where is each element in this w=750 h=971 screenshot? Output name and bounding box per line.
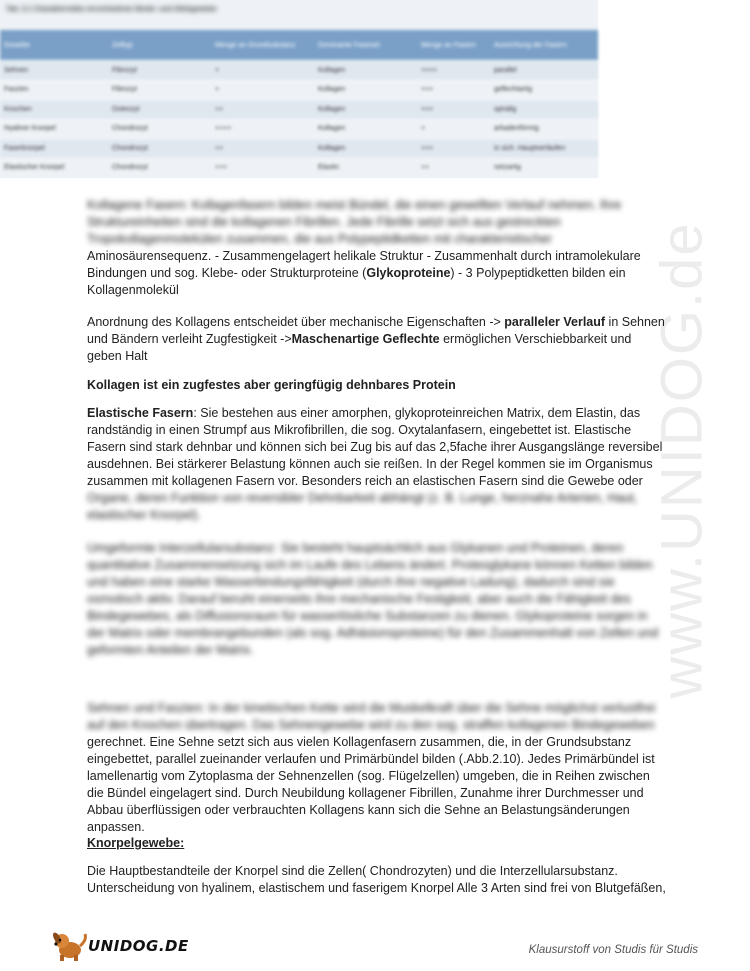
text-run: Anordnung des Kollagens entscheidet über mechanische Eigenschaften -> xyxy=(87,315,505,329)
table-cell: Chondrozyt xyxy=(108,158,211,177)
table-header: Dominante Faserart xyxy=(314,30,417,61)
table-header: Zelltyp xyxy=(108,30,211,61)
table-header: Menge an Fasern xyxy=(417,30,490,61)
table-cell: Kollagen xyxy=(314,80,417,100)
paragraph-text xyxy=(87,405,667,490)
table-cell: +++ xyxy=(417,100,490,120)
table-cell: Faserknorpel xyxy=(0,139,108,159)
table-cell: spiralig xyxy=(490,100,598,120)
table-cell: Elastin xyxy=(314,158,417,177)
table-header: Gewebe xyxy=(0,30,108,61)
paragraph-collagen-fibers xyxy=(87,197,667,299)
table-cell: Knochen xyxy=(0,100,108,120)
table-cell: Osteozyt xyxy=(108,100,211,120)
section-heading: Knorpelgewebe: xyxy=(87,836,185,850)
bold-term: Elastische Fasern xyxy=(87,406,194,420)
table-cell: Fibrozyt xyxy=(108,80,211,100)
paragraph-collagen-arrangement xyxy=(87,314,667,365)
footer-tagline: Klausurstoff von Studis für Studis xyxy=(528,944,698,956)
paragraph-text xyxy=(87,248,667,299)
blurred-tail: Organe, deren Funktion von reversibler Dehnbarkeit abhängt (z. B. Lunge, herznahe Arterien, Haut, elastischer Knorpel). xyxy=(87,491,638,522)
blurred-lead: Sehnen und Faszien: In der kinetischen Kette wird die Muskelkraft über die Sehne möglichst verlustfrei auf den Knochen übertragen. Das Sehnengewebe wird zu den sog. straffen kollagenen Bindegeweben xyxy=(87,701,656,732)
table-cell: +++ xyxy=(417,139,490,159)
table-cell: Elastischer Knorpel xyxy=(0,158,108,177)
table-cell: arkadenförmig xyxy=(490,119,598,139)
table-grid xyxy=(0,30,598,177)
table-cell: netzartig xyxy=(490,158,598,177)
table-cell: Faszien xyxy=(0,80,108,100)
table-cell: Fibrozyt xyxy=(108,61,211,81)
paragraph-cartilage: Die Hauptbestandteile der Knorpel sind die Zellen( Chondrozyten) und die Interzellularsubstanz. Unterscheidung von hyalinem, elastischem und faserigem Knorpel Alle 3 Arten sind frei von Blutgefäßen, xyxy=(87,864,666,895)
table-cell: in sich. Hauptverläufen xyxy=(490,139,598,159)
text-run: Aminosäurensequenz. - Zusammengelagert helikale Struktur - Zusammenhalt durch intramolekulare Bindungen und sog. Klebe- oder Strukturproteine ( xyxy=(87,249,641,280)
text-run: in Sehnen und Bändern verleiht Zugfestigkeit -> xyxy=(87,315,665,346)
paragraph-ground-substance: Umgeformte Interzellularsubstanz: Sie besteht hauptsächlich aus Glykanen und Proteinen, deren quantitative Zusammensetzung sich im Laufe des Lebens ändert. Proteoglykane können Ketten bilden und haben eine starke Wasserbindungsfähigkeit (durch ihre negative Ladung), dadurch sind sie osmotisch aktiv. Darauf beruht einerseits ihre mechanische Festigkeit, aber auch die Fähigkeit des Bindegewebes, als Diffusionsraum für wasserlösliche Substanzen zu dienen. Glykoproteine sorgen in der Matrix oder membrangebunden (als sog. Adhäsionsproteine) für den Zusammenhalt von Zellen und geformten Anteilen der Matrix. xyxy=(87,541,659,657)
table-row xyxy=(0,158,598,177)
table-header-row xyxy=(0,30,598,61)
watermark-text: www.UNIDOG.de xyxy=(649,221,715,699)
table-header: Ausrichtung der Fasern xyxy=(490,30,598,61)
table-caption: Tab. 2.1 Charakteristika verschiedener Binde- und Stützgewebe xyxy=(6,6,217,13)
characteristics-table xyxy=(0,0,598,178)
text-run: ermöglichen Verschiebbarkeit und geben Halt xyxy=(87,332,632,363)
bold-term: Glykoproteine xyxy=(366,266,451,280)
table-cell: + xyxy=(417,119,490,139)
table-row xyxy=(0,80,598,100)
logo-text: UNIDOG.DE xyxy=(88,937,189,955)
table-cell: Chondrozyt xyxy=(108,139,211,159)
table-row xyxy=(0,100,598,120)
text-run: ) - 3 Polypeptidketten bilden ein Kollagenmolekül xyxy=(87,266,626,297)
text-run: : Sie bestehen aus einer amorphen, glykoproteinreichen Matrix, dem Elastin, das randständig in einen Strumpf aus Mikrofibrillen, die sog. Oxytalanfasern, eingebettet ist. Elastische Fasern sind stark dehnbar und können sich bei Zug bis auf das 2,5fache ihrer Ausgangslänge reversibel ausdehnen. Bei stärkerer Belastung können auch sie reißen. In der Regel kommen sie im Organismus zusammen mit kollagenen Fasern vor. Besonders reich an elastischen Fasern sind die Gewebe oder xyxy=(87,406,663,488)
paragraph-collagen-summary: Kollagen ist ein zugfestes aber geringfügig dehnbares Protein xyxy=(87,378,456,392)
table-cell: parallel xyxy=(490,61,598,81)
dog-icon xyxy=(50,928,90,962)
paragraph-tendons xyxy=(87,700,667,836)
bold-term: paralleler Verlauf xyxy=(504,315,606,329)
table-row xyxy=(0,61,598,81)
table-cell: Kollagen xyxy=(314,139,417,159)
table-cell: Kollagen xyxy=(314,119,417,139)
table-row xyxy=(0,119,598,139)
table-cell: geflechtartig xyxy=(490,80,598,100)
table-cell: + xyxy=(211,80,314,100)
bold-term: Maschenartige Geflechte xyxy=(291,332,440,346)
table-header: Menge an Grundsubstanz xyxy=(211,30,314,61)
table-row xyxy=(0,139,598,159)
blurred-lead: Kollagene Fasern: Kollagenfasern bilden meist Bündel, die einen gewellten Verlauf nehmen. Ihre Struktureinheiten sind die kollagenen Fibrillen. Jede Fibrille setzt sich aus gestreckten Tropokollagenmolekülen zusammen, die aus Polypeptidketten mit charakteristischer xyxy=(87,198,622,246)
table-cell: +++ xyxy=(211,158,314,177)
table-cell: Kollagen xyxy=(314,100,417,120)
table-cell: Kollagen xyxy=(314,61,417,81)
table-cell: Sehnen xyxy=(0,61,108,81)
unidog-logo xyxy=(50,928,189,962)
table-cell: Chondrozyt xyxy=(108,119,211,139)
table-cell: + xyxy=(211,61,314,81)
table-cell: ++ xyxy=(211,100,314,120)
paragraph-text: gerechnet. Eine Sehne setzt sich aus vielen Kollagenfasern zusammen, die, in der Grundsubstanz eingebettet, parallel zueinander verlaufen und Primärbündel bilden (.Abb.2.10). Jedes Primärbündel ist lamellenartig vom Zytoplasma der Sehnenzellen (sog. Flügelzellen) umgeben, die in Reihen zwischen die Bündel eingelagert sind. Durch Neubildung kollagener Fibrillen, Zunahme ihrer Durchmesser und Abbau überflüssigen oder verbrauchten Kollagens kann sich die Sehne an Belastungsänderungen anpassen. xyxy=(87,735,655,834)
table-cell: ++++ xyxy=(417,61,490,81)
table-cell: ++ xyxy=(417,158,490,177)
table-cell: +++ xyxy=(417,80,490,100)
paragraph-elastic-fibers xyxy=(87,405,667,524)
table-cell: ++ xyxy=(211,139,314,159)
table-cell: ++++ xyxy=(211,119,314,139)
table-cell: Hyaliner Knorpel xyxy=(0,119,108,139)
